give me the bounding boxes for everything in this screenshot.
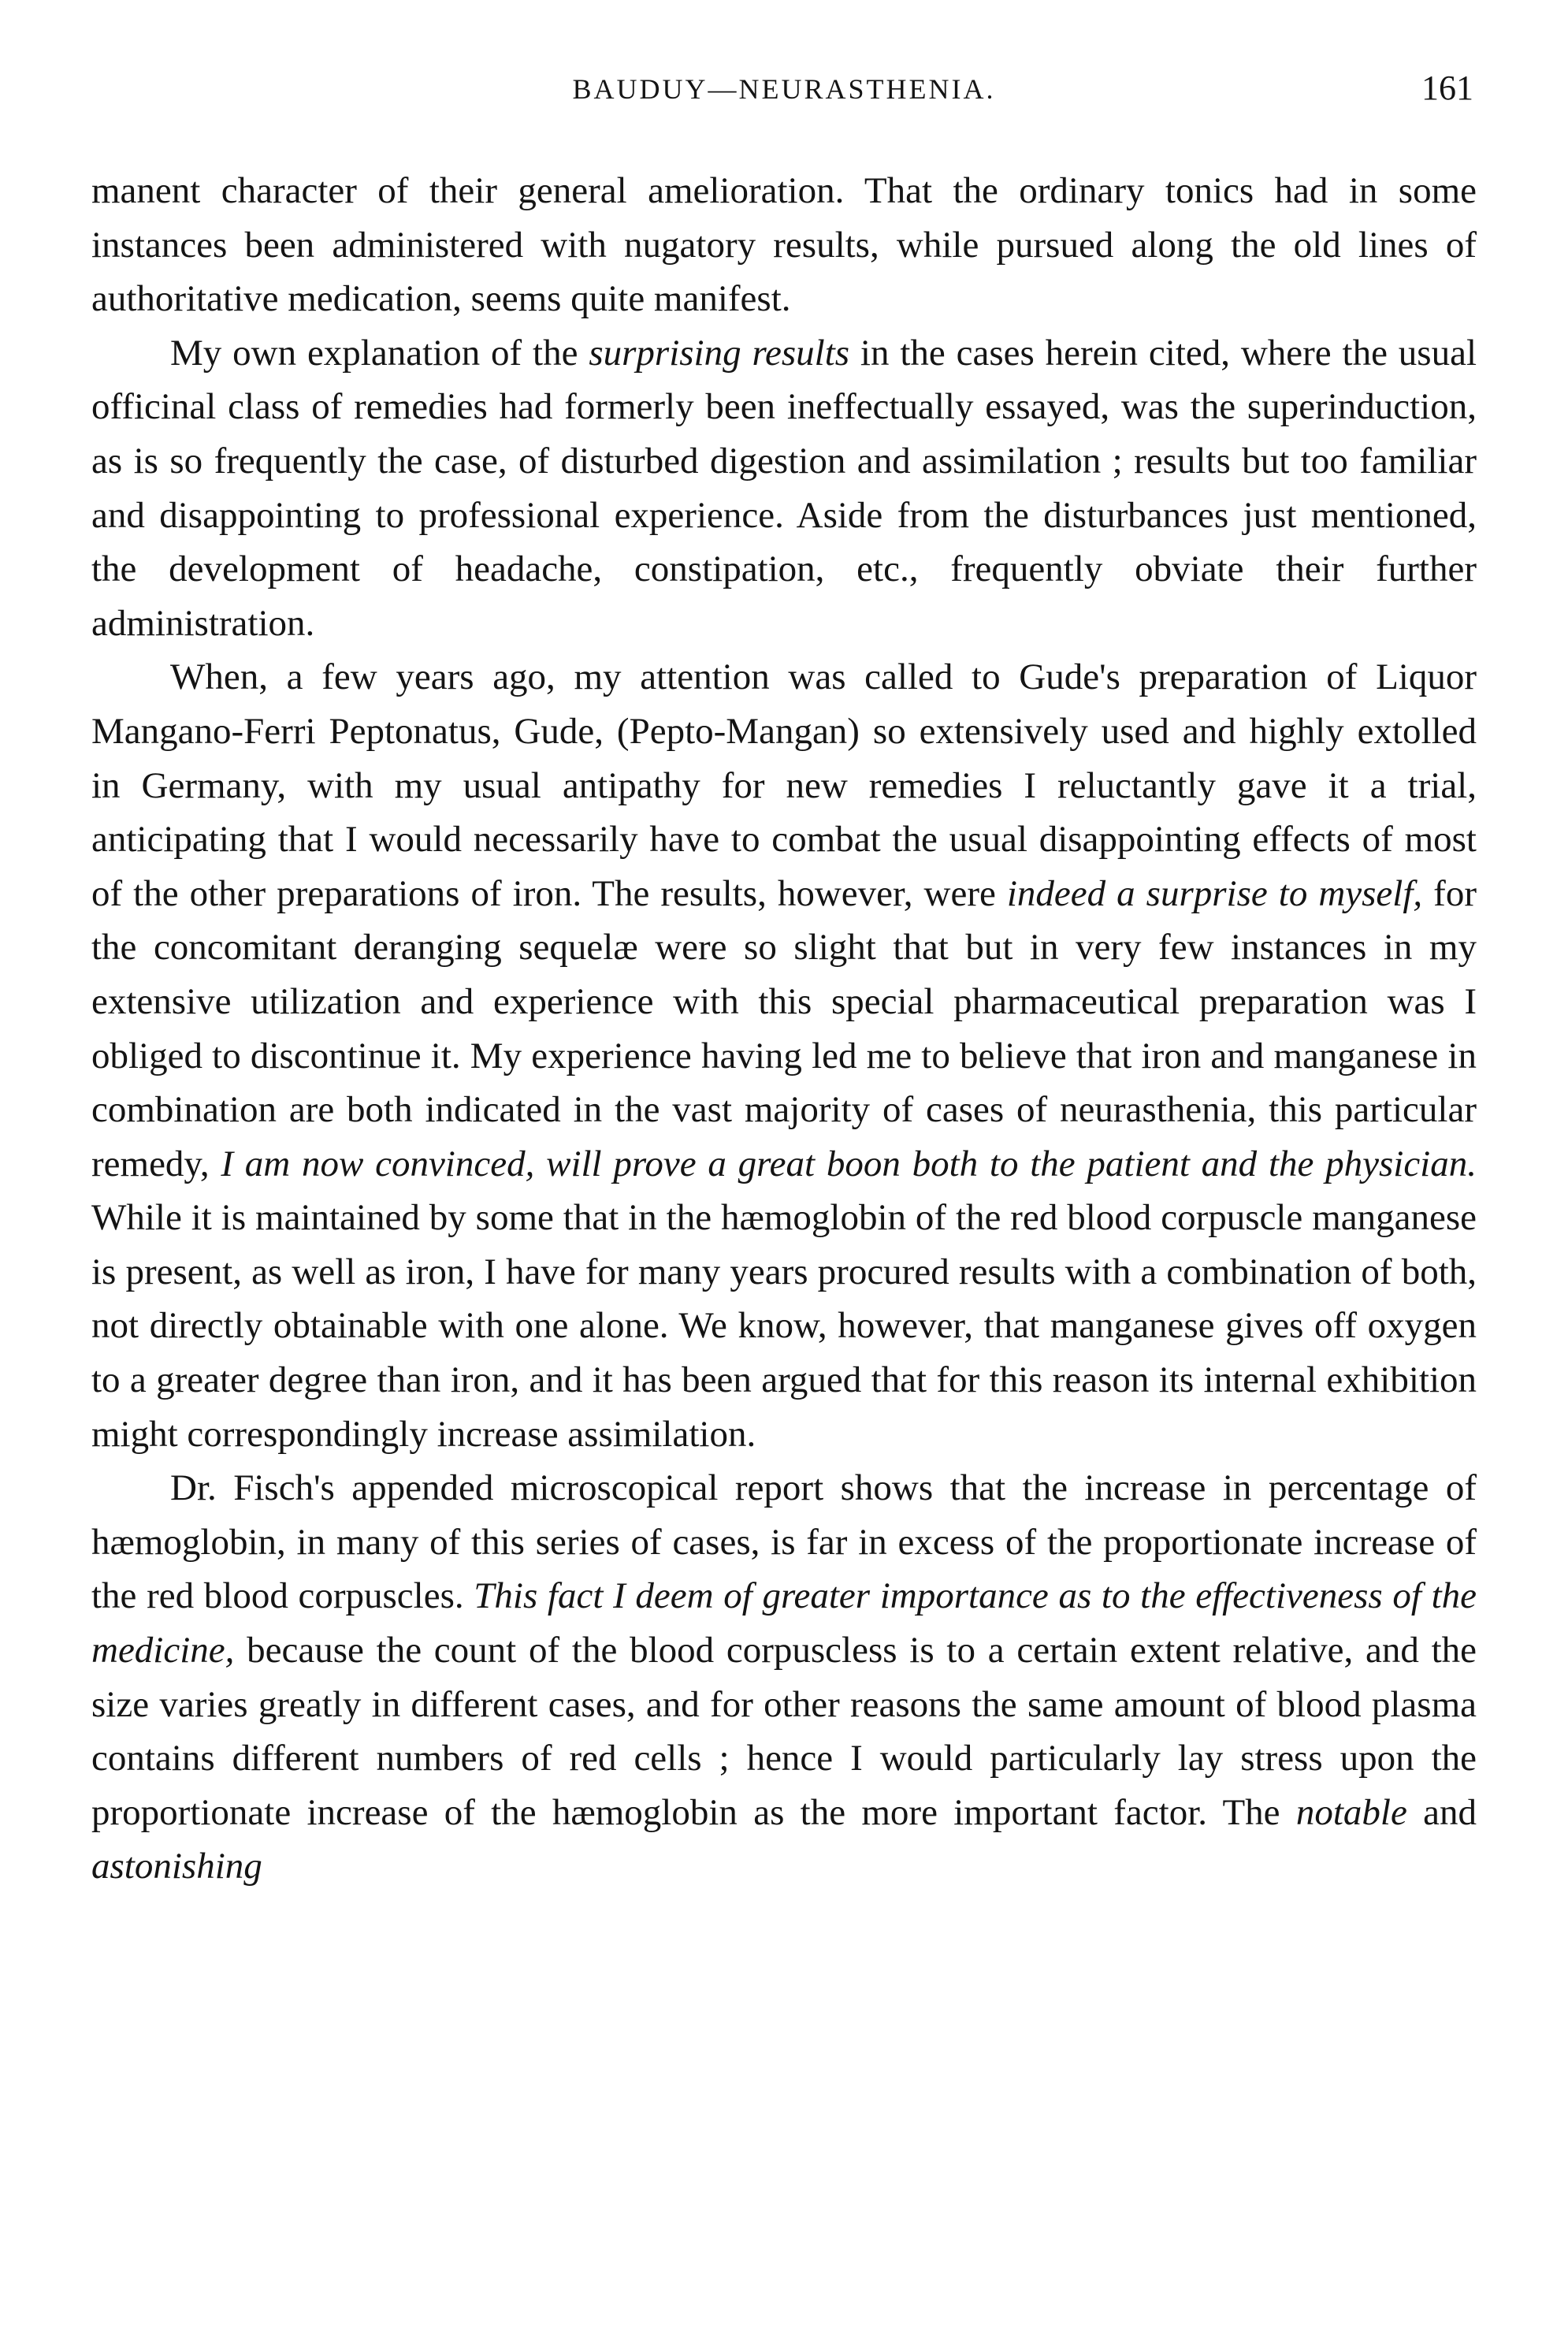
paragraph: [91, 650, 1477, 1461]
italic-text-segment: indeed a surprise to myself,: [1006, 872, 1423, 914]
page-number: 161: [1421, 69, 1473, 107]
paragraph: [91, 164, 1477, 326]
italic-text-segment: I am now convinced, will prove a great boon both to the patient and the physician.: [221, 1143, 1477, 1184]
text-segment: manent character of their general amelioration. That the ordinary tonics had in some instances been administered with nugatory results, while pursued along the old lines of authoritative medication, seems quite manifest.: [91, 170, 1477, 320]
text-segment: because the count of the blood corpuscless is to a certain extent relative, and the size varies greatly in different cases, and for other reasons the same amount of blood plasma contains different numbers of red cells ; hence I would particularly lay stress upon the proportionate increase of the hæmoglobin as the more important factor. The: [91, 1630, 1477, 1833]
text-segment: in the cases herein cited, where the usual officinal class of remedies had formerly been ineffectually essayed, was the superinduction, as is so frequently the case, of disturbed digestion and assimilation ; results but too familiar and disappointing to professional experience. Aside from the disturbances just mentioned, the development of headache, constipation, etc., frequently obviate their further administration.: [91, 332, 1477, 644]
text-segment: and: [1406, 1791, 1477, 1833]
italic-text-segment: astonishing: [91, 1846, 262, 1887]
text-segment: Dr. Fisch's appended microscopical report shows that the increase in percentage of hæmoglobin, in many of this series of cases, is far in excess of the proportionate increase of the red blood corpuscles.: [91, 1467, 1477, 1617]
running-head: [95, 68, 1473, 115]
text-segment: My own explanation of the: [170, 332, 589, 374]
italic-text-segment: surprising results: [589, 332, 850, 374]
running-title: BAUDUY—NEURASTHENIA.: [572, 73, 996, 105]
text-segment: for the concomitant deranging sequelæ were so slight that but in very few instances in my extensive utilization and experience with this special pharmaceutical preparation was I obliged to discontinue it. My experience having led me to believe that iron and manganese in combination are both indicated in the vast majority of cases of neurasthenia, this particular remedy,: [91, 872, 1477, 1184]
paragraph: [91, 1461, 1477, 1894]
paragraph: [91, 326, 1477, 651]
text-segment: When, a few years ago, my attention was called to Gude's preparation of Liquor Mangano-Ferri Peptonatus, Gude, (Pepto-Mangan) so extensively used and highly extolled in Germany, with my usual antipathy for new remedies I reluctantly gave it a trial, anticipating that I would necessarily have to combat the usual disappointing effects of most of the other preparations of iron. The results, however, were: [91, 656, 1477, 914]
text-segment: While it is maintained by some that in the hæmoglobin of the red blood corpuscle manganese is present, as well as iron, I have for many years procured results with a combination of both, not directly obtainable with one alone. We know, however, that manganese gives off oxygen to a greater degree than iron, and it has been argued that for this reason its internal exhibition might correspondingly increase assimilation.: [91, 1197, 1477, 1455]
body-text: [91, 164, 1477, 1894]
italic-text-segment: notable: [1295, 1791, 1407, 1833]
italic-text-segment: This fact I deem of greater importance as to the effectiveness of the medicine,: [91, 1575, 1477, 1671]
